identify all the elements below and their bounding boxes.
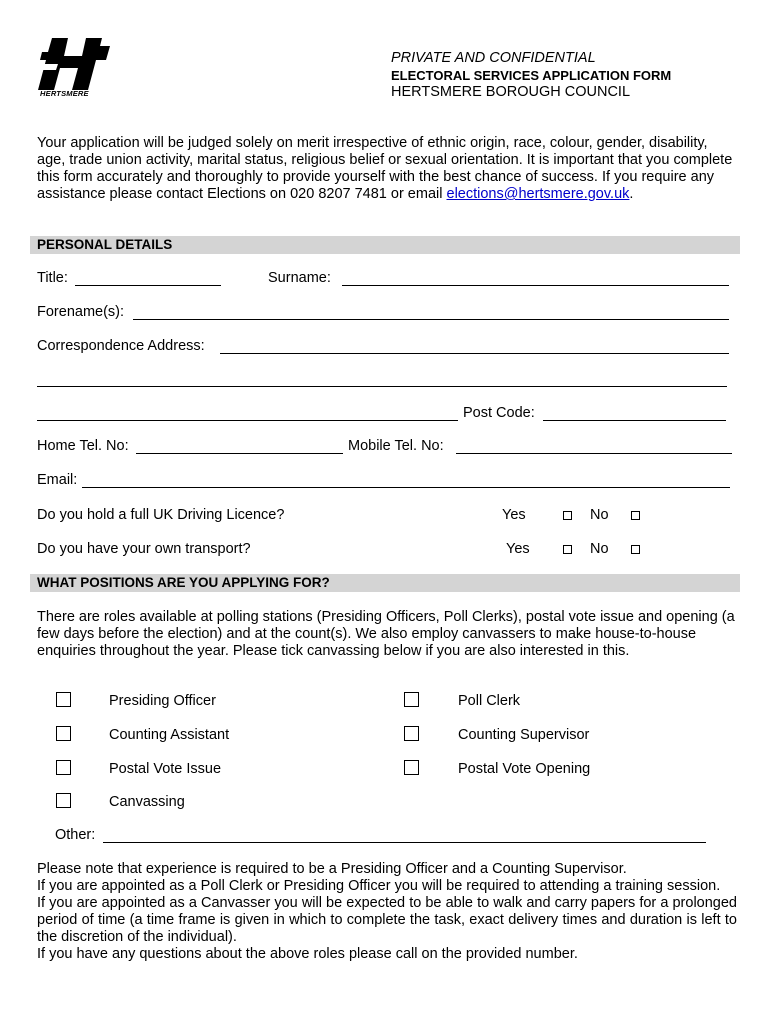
hertsmere-logo xyxy=(38,38,110,100)
home-tel-field[interactable] xyxy=(136,453,343,454)
note-questions: If you have any questions about the above roles please call on the provided number. xyxy=(37,946,578,962)
postcode-field[interactable] xyxy=(543,420,726,421)
driving-licence-question: Do you hold a full UK Driving Licence? xyxy=(37,507,285,523)
presiding-officer-label: Presiding Officer xyxy=(109,693,216,709)
form-header xyxy=(391,50,671,101)
intro-end: . xyxy=(629,186,634,202)
confidential-label: PRIVATE AND CONFIDENTIAL xyxy=(391,50,596,66)
forename-label: Forename(s): xyxy=(37,304,125,320)
note-experience: Please note that experience is required to be a Presiding Officer and a Counting Supervisor. xyxy=(37,861,627,877)
canvassing-label: Canvassing xyxy=(109,794,185,810)
address-label: Correspondence Address: xyxy=(37,338,205,354)
transport-yes-checkbox[interactable] xyxy=(563,545,572,554)
postal-vote-issue-checkbox[interactable] xyxy=(56,760,71,775)
poll-clerk-checkbox[interactable] xyxy=(404,692,419,707)
licence-yes-checkbox[interactable] xyxy=(563,511,572,520)
address-field-line-3[interactable] xyxy=(37,420,458,421)
forename-field[interactable] xyxy=(133,319,729,320)
logo-text: HERTSMERE xyxy=(40,89,89,98)
hertsmere-logo-mark xyxy=(38,38,110,90)
counting-supervisor-checkbox[interactable] xyxy=(404,726,419,741)
address-field-line-1[interactable] xyxy=(220,353,729,354)
canvassing-checkbox[interactable] xyxy=(56,793,71,808)
postal-vote-issue-label: Postal Vote Issue xyxy=(109,761,222,777)
poll-clerk-label: Poll Clerk xyxy=(458,693,521,709)
presiding-officer-checkbox[interactable] xyxy=(56,692,71,707)
counting-assistant-checkbox[interactable] xyxy=(56,726,71,741)
other-label: Other: xyxy=(55,827,96,843)
email-field[interactable] xyxy=(82,487,730,488)
licence-no-label: No xyxy=(590,507,609,523)
form-title: ELECTORAL SERVICES APPLICATION FORM xyxy=(391,68,672,83)
licence-yes-label: Yes xyxy=(502,507,526,523)
mobile-tel-label: Mobile Tel. No: xyxy=(348,438,444,454)
licence-no-checkbox[interactable] xyxy=(631,511,640,520)
transport-no-checkbox[interactable] xyxy=(631,545,640,554)
postcode-label: Post Code: xyxy=(463,405,535,421)
home-tel-label: Home Tel. No: xyxy=(37,438,129,454)
mobile-tel-field[interactable] xyxy=(456,453,732,454)
counting-supervisor-label: Counting Supervisor xyxy=(458,727,590,743)
notes-block xyxy=(37,861,737,963)
email-label: Email: xyxy=(37,472,78,488)
title-field[interactable] xyxy=(75,285,221,286)
surname-label: Surname: xyxy=(268,270,331,286)
transport-no-label: No xyxy=(590,541,609,557)
council-name: HERTSMERE BOROUGH COUNCIL xyxy=(391,84,631,100)
note-training: If you are appointed as a Poll Clerk or Presiding Officer you will be required to attending a training session. xyxy=(37,878,721,894)
surname-field[interactable] xyxy=(342,285,729,286)
note-canvasser: If you are appointed as a Canvasser you will be expected to be able to walk and carry papers for a prolonged period of time (a time frame is given in which to complete the task, exact delivery times and duration is left to the discretion of the individual). xyxy=(37,895,737,945)
transport-question: Do you have your own transport? xyxy=(37,541,251,557)
intro-paragraph xyxy=(37,135,737,203)
address-field-line-2[interactable] xyxy=(37,386,727,387)
title-label: Title: xyxy=(37,270,68,286)
postal-vote-opening-checkbox[interactable] xyxy=(404,760,419,775)
counting-assistant-label: Counting Assistant xyxy=(109,727,230,743)
postal-vote-opening-label: Postal Vote Opening xyxy=(458,761,591,777)
intro-text: Your application will be judged solely on merit irrespective of ethnic origin, race, colour, gender, disability, age, trade union activity, marital status, religious belief or sexual orientation. It is important that you complete this form accurately and thoroughly to provide yourself with the best chance of success. If you require any assistance please contact Elections on 020 8207 7481 or email xyxy=(37,135,733,202)
personal-details-heading: PERSONAL DETAILS xyxy=(30,236,740,254)
positions-heading: WHAT POSITIONS ARE YOU APPLYING FOR? xyxy=(30,574,740,592)
positions-description: There are roles available at polling stations (Presiding Officers, Poll Clerks), postal vote issue and opening (a few days before the election) and at the count(s). We also employ canvassers to make house-to-house enquiries throughout the year. Please tick canvassing below if you are also interested in this. xyxy=(37,609,735,659)
transport-yes-label: Yes xyxy=(506,541,530,557)
other-field[interactable] xyxy=(103,842,706,843)
email-link[interactable]: elections@hertsmere.gov.uk xyxy=(446,186,630,202)
